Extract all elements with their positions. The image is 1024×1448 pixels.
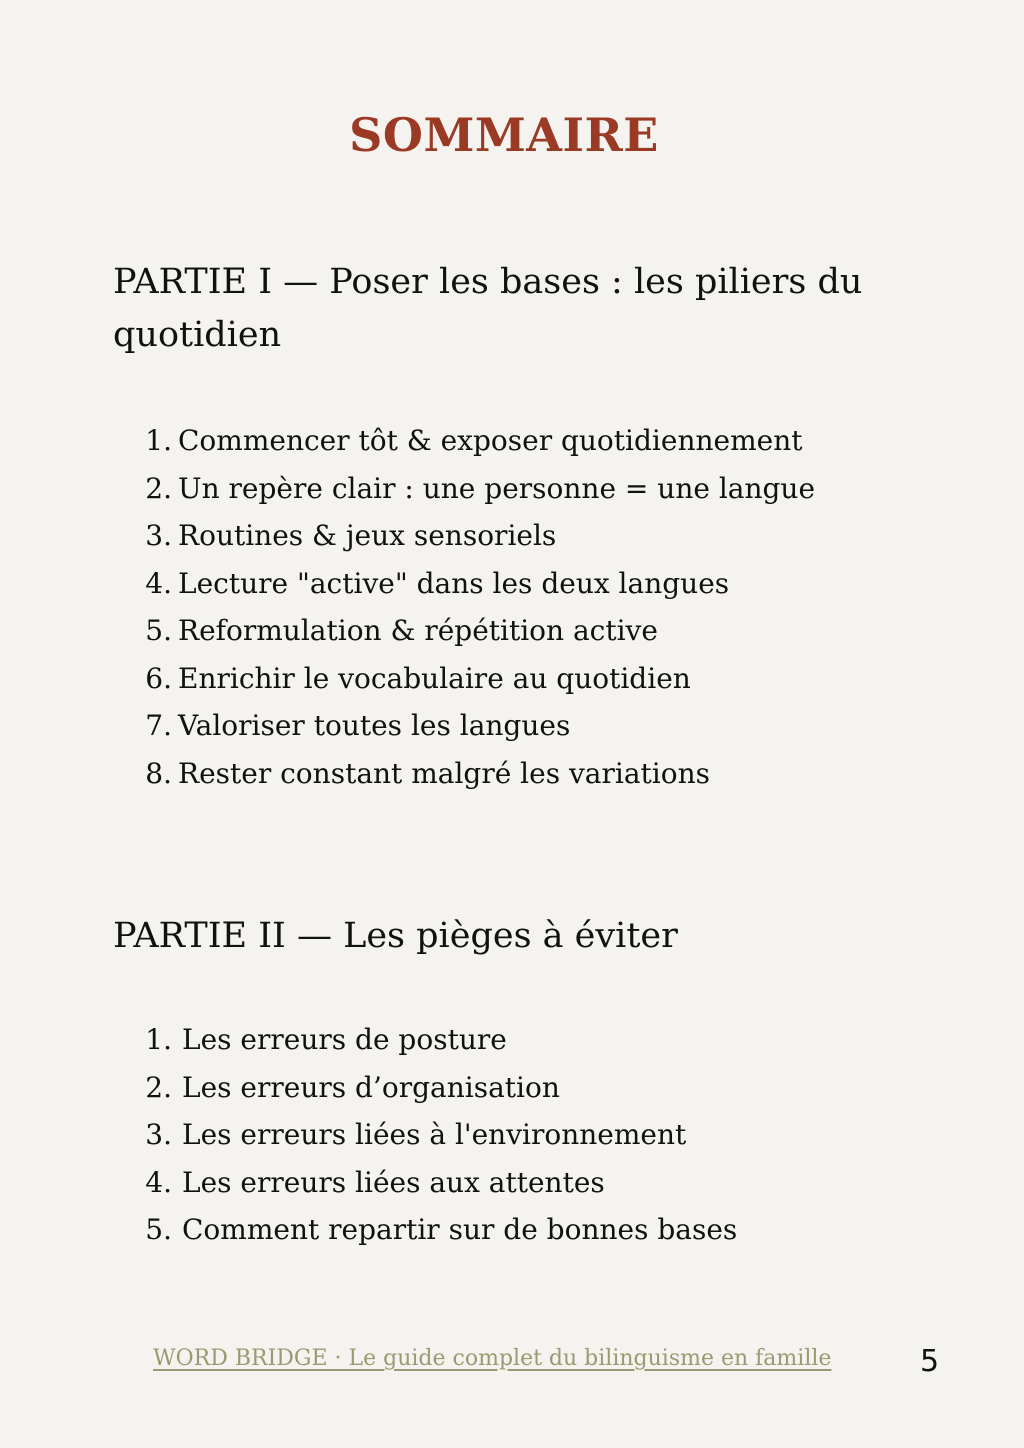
toc-item[interactable] bbox=[140, 417, 940, 465]
toc-item[interactable] bbox=[140, 607, 940, 655]
toc-item-number: 2. bbox=[145, 1070, 172, 1104]
toc-item-label: Les erreurs d’organisation bbox=[182, 1070, 560, 1104]
toc-item-number: 1. bbox=[145, 1023, 172, 1056]
toc-item-number: 3. bbox=[145, 1118, 172, 1151]
toc-item-number: 3. bbox=[145, 519, 172, 552]
toc-item[interactable] bbox=[140, 655, 940, 703]
part-1-heading: PARTIE I — Poser les bases : les piliers du quotidien bbox=[113, 262, 863, 355]
page-number: 5 bbox=[920, 1344, 940, 1379]
toc-item-label: Valoriser toutes les langues bbox=[178, 709, 571, 742]
toc-item-label: Enrichir le vocabulaire au quotidien bbox=[178, 661, 691, 695]
part-1-toc-list bbox=[140, 417, 940, 797]
toc-item-label: Les erreurs liées aux attentes bbox=[182, 1165, 605, 1199]
toc-item[interactable] bbox=[140, 1064, 940, 1112]
toc-item-number: 1. bbox=[145, 424, 172, 457]
toc-item-label: Routines & jeux sensoriels bbox=[178, 519, 557, 552]
toc-item-number: 5. bbox=[145, 1213, 172, 1246]
toc-item-number: 6. bbox=[145, 661, 172, 695]
part-2-toc-list bbox=[140, 1016, 940, 1254]
toc-item-label: Les erreurs de posture bbox=[182, 1023, 507, 1056]
toc-item[interactable] bbox=[140, 1206, 940, 1254]
toc-item[interactable] bbox=[140, 560, 940, 608]
toc-item[interactable] bbox=[140, 1016, 940, 1064]
footer-guide-link[interactable]: WORD BRIDGE · Le guide complet du bilinguisme en famille bbox=[153, 1346, 832, 1371]
toc-item-number: 8. bbox=[145, 756, 172, 790]
toc-item-label: Lecture "active" dans les deux langues bbox=[178, 566, 730, 600]
toc-item-label: Les erreurs liées à l'environnement bbox=[182, 1118, 687, 1151]
toc-item-label: Rester constant malgré les variations bbox=[178, 756, 710, 790]
toc-item-label: Comment repartir sur de bonnes bases bbox=[182, 1213, 738, 1246]
toc-item-number: 5. bbox=[145, 614, 172, 647]
page-title: SOMMAIRE bbox=[349, 108, 659, 162]
toc-item[interactable] bbox=[140, 1111, 940, 1159]
toc-item-label: Reformulation & répétition active bbox=[178, 614, 658, 647]
toc-item[interactable] bbox=[140, 1159, 940, 1207]
toc-item[interactable] bbox=[140, 465, 940, 513]
toc-item-label: Un repère clair : une personne = une langue bbox=[178, 471, 816, 505]
toc-item[interactable] bbox=[140, 750, 940, 798]
toc-item-number: 7. bbox=[145, 709, 172, 742]
toc-item[interactable] bbox=[140, 512, 940, 560]
toc-item-number: 2. bbox=[145, 471, 172, 505]
part-2-heading: PARTIE II — Les pièges à éviter bbox=[113, 916, 678, 956]
toc-item[interactable] bbox=[140, 702, 940, 750]
toc-item-number: 4. bbox=[145, 1165, 172, 1199]
toc-item-number: 4. bbox=[145, 566, 172, 600]
toc-item-label: Commencer tôt & exposer quotidiennement bbox=[178, 424, 803, 457]
